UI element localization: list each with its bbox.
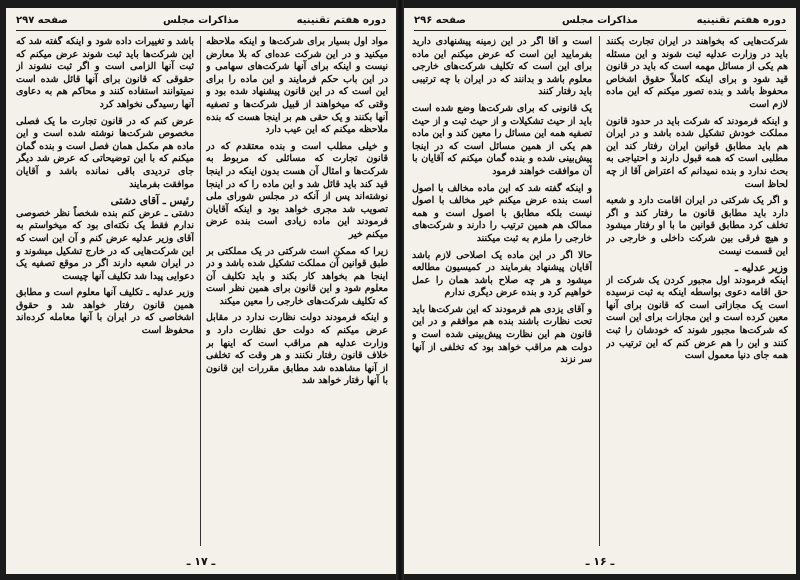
right-page-header	[414, 14, 786, 31]
header-page-number: صفحه ۲۹۷	[16, 15, 68, 26]
header-title: مذاکرات مجلس	[561, 15, 638, 26]
paragraph: و اینکه گفته شد که این ماده مخالف با اصول است بنده عرض میکنم خیر مخالف با اصول نیست بلکه مطابق با اصول است و همه ممالک هم همین ترتیب را دارند و شرکت‌های خارجی را ملزم به ثبت میکنند	[412, 182, 592, 244]
paragraph: شرکت‌هایی که بخواهند در ایران تجارت بکنند باید در وزارت عدلیه ثبت شوند و این مسئله هم یکی از مسائل مهمه است که باید در قانون قید شود و برای اینکه کاملاً حقوق اشخاص محفوظ باشد و بنده تصور میکنم که این ماده لازم است	[606, 36, 788, 110]
paragraph: عرض کنم که در قانون تجارت ما یک فصلی مخصوص شرکت‌ها نوشته شده است و این ماده هم مکمل همان فصل است و بنده گمان میکنم که با این توضیحاتی که عرض شد دیگر جای تردیدی باقی نمانده باشد و آقایان موافقت بفرمایند	[16, 115, 194, 190]
paragraph: دشتی ـ عرض کنم بنده شخصاً نظر خصوصی ندارم فقط یک نکته‌ای بود که میخواستم به آقای وزیر عدلیه عرض کنم و آن این است که این شرکت‌هایی که در خارج تشکیل میشوند و در ایران شعبه دارند اگر در موقع تصفیه یک دعوایی پیدا شد تکلیف آنها چیست	[16, 207, 194, 282]
left-page-header	[16, 14, 386, 31]
column-divider	[200, 36, 201, 546]
header-title: مذاکرات مجلس	[162, 15, 239, 26]
column-divider	[599, 36, 600, 546]
paragraph: باشد و تغییرات داده شود و اینکه گفته شد که این شرکت‌ها باید ثبت شوند عرض میکنم که ثبت آنها الزامی است و اگر ثبت نشوند از حقوقی که قانون برای آنها قائل شده است نمیتوانند استفاده کنند و محاکم هم به دعاوی آنها رسیدگی نخواهد کرد	[16, 36, 194, 110]
left-page	[6, 8, 396, 574]
right-page-right-column	[606, 36, 788, 546]
paragraph: و خیلی مطلب است و بنده معتقدم که در قانون تجارت که مسائلی که مربوط به شرکت‌ها و امثال آن هست بدون اینکه در اینجا قید کند باید قائل شد و این ماده را که در اینجا نوشته‌اند پس از آنکه در مجلس شورای ملی تصویب شد مجری خواهد بود و اینکه آقایان فرمودند این ماده زیادی است بنده عرض میکنم خیر	[206, 140, 388, 240]
left-page-right-column	[206, 36, 388, 546]
left-page-left-column	[16, 36, 194, 546]
paragraph: و اینکه فرمودند دولت نظارت ندارد در مقابل عرض میکنم که دولت حق نظارت دارد و وزارت عدلیه هم مراقب است که اینها بر خلاف قانون رفتار نکنند و هر وقت که تخلفی از آنها مشاهده شد مطابق مقررات این قانون با آنها رفتار خواهد شد	[206, 312, 388, 387]
speaker-heading: رئیس ـ آقای دشتی	[110, 195, 194, 208]
page-folio: ـ ۱۷ ـ	[186, 555, 216, 568]
paragraph: یک قانونی که برای شرکت‌ها وضع شده است باید از حیث تشکیلات و از حیث ثبت و از حیث تصفیه همه این مسائل را معین کند و این ماده هم یکی از همین مسائل است که در اینجا پیش‌بینی شده و بنده گمان میکنم که آقایان با آن موافقت خواهند فرمود	[412, 102, 592, 177]
right-page-left-column	[412, 36, 592, 546]
paragraph: و اینکه فرمودند که شرکت باید در حدود قانون مملکت خودش تشکیل شده باشد و در ایران هم باید مطابق قوانین ایران رفتار کند این مطلبی است که همه قبول دارند و احتیاجی به بحث ندارد و بنده نمیدانم که اعتراض آقا از چه لحاظ است	[606, 115, 788, 190]
paragraph: است و آقا اگر در این زمینه پیشنهادی دارید بفرمایید این است که عرض میکنم این ماده برای این است که تکلیف شرکت‌های خارجی معلوم باشد و بدانند که در ایران با چه ترتیبی باید رفتار کنند	[412, 36, 592, 98]
paragraph: زیرا که ممکن است شرکتی در یک مملکتی بر طبق قوانین آن مملکت تشکیل شده باشد و در اینجا هم بخواهد کار بکند و باید تکلیف آن معلوم شود و این قانون برای همین نظر است که تکلیف شرکت‌های خارجی را معین میکند	[206, 245, 388, 307]
speaker-heading: وزیر عدلیه ـ	[734, 262, 788, 275]
header-session: دوره هفتم تقنینیه	[296, 15, 386, 26]
paragraph: حالا اگر در این ماده یک اصلاحی لازم باشد آقایان پیشنهاد بفرمایند در کمیسیون مطالعه میشود و هر چه صلاح باشد همان را عمل خواهیم کرد و بنده عرض دیگری ندارم	[412, 249, 592, 299]
page-folio: ـ ۱۶ ـ	[585, 555, 615, 568]
book-gutter	[396, 0, 404, 580]
paragraph: مواد اول بسیار برای شرکت‌ها و اینکه ملاحظه میکنید و در این شرکت عده‌ای که بلا معارض نیست و اینکه برای آنها شرکت‌های سهامی و در این باب حکم فرمایند و این ماده را برای این است که در این قانون پیشنهاد شده بود و وقتی که میخواهند از قبیل شرکت‌ها و تصفیه آنها بکنند و یک حقی هم بر اینجا هست که بنده ملاحظه میکنم که این عیب دارد	[206, 36, 388, 136]
paragraph: و آقای یزدی هم فرمودند که این شرکت‌ها باید تحت نظارت باشند بنده هم موافقم و در این قانون هم این نظارت پیش‌بینی شده است و دولت هم مراقب خواهد بود که تخلفی از آنها سر نزند	[412, 303, 592, 366]
header-session: دوره هفتم تقنینیه	[696, 15, 786, 26]
paragraph: اینکه فرمودند اول مجبور کردن یک شرکت از حق اقامه دعوی بواسطه اینکه به ثبت نرسیده است یک مجازاتی است که قانون برای آنها معین کرده است و این مجازات برای این است که شرکت‌ها مجبور شوند که خودشان را ثبت کنند و این را هم عرض کنم که این ترتیب در همه جای دنیا معمول است	[606, 274, 788, 362]
paragraph: وزیر عدلیه ـ تکلیف آنها معلوم است و مطابق همین قانون رفتار خواهد شد و حقوق اشخاصی که در ایران با آنها معامله کرده‌اند محفوظ است	[16, 287, 194, 337]
paragraph: و اگر یک شرکتی در ایران اقامت دارد و شعبه دارد باید مطابق قانون ما رفتار کند و اگر تخلف کرد مطابق قوانین ما با او رفتار میشود و هیچ فرقی بین شرکت داخلی و خارجی در این قسمت نیست	[606, 195, 788, 257]
header-page-number: صفحه ۲۹۶	[414, 15, 466, 26]
right-page	[404, 8, 796, 574]
